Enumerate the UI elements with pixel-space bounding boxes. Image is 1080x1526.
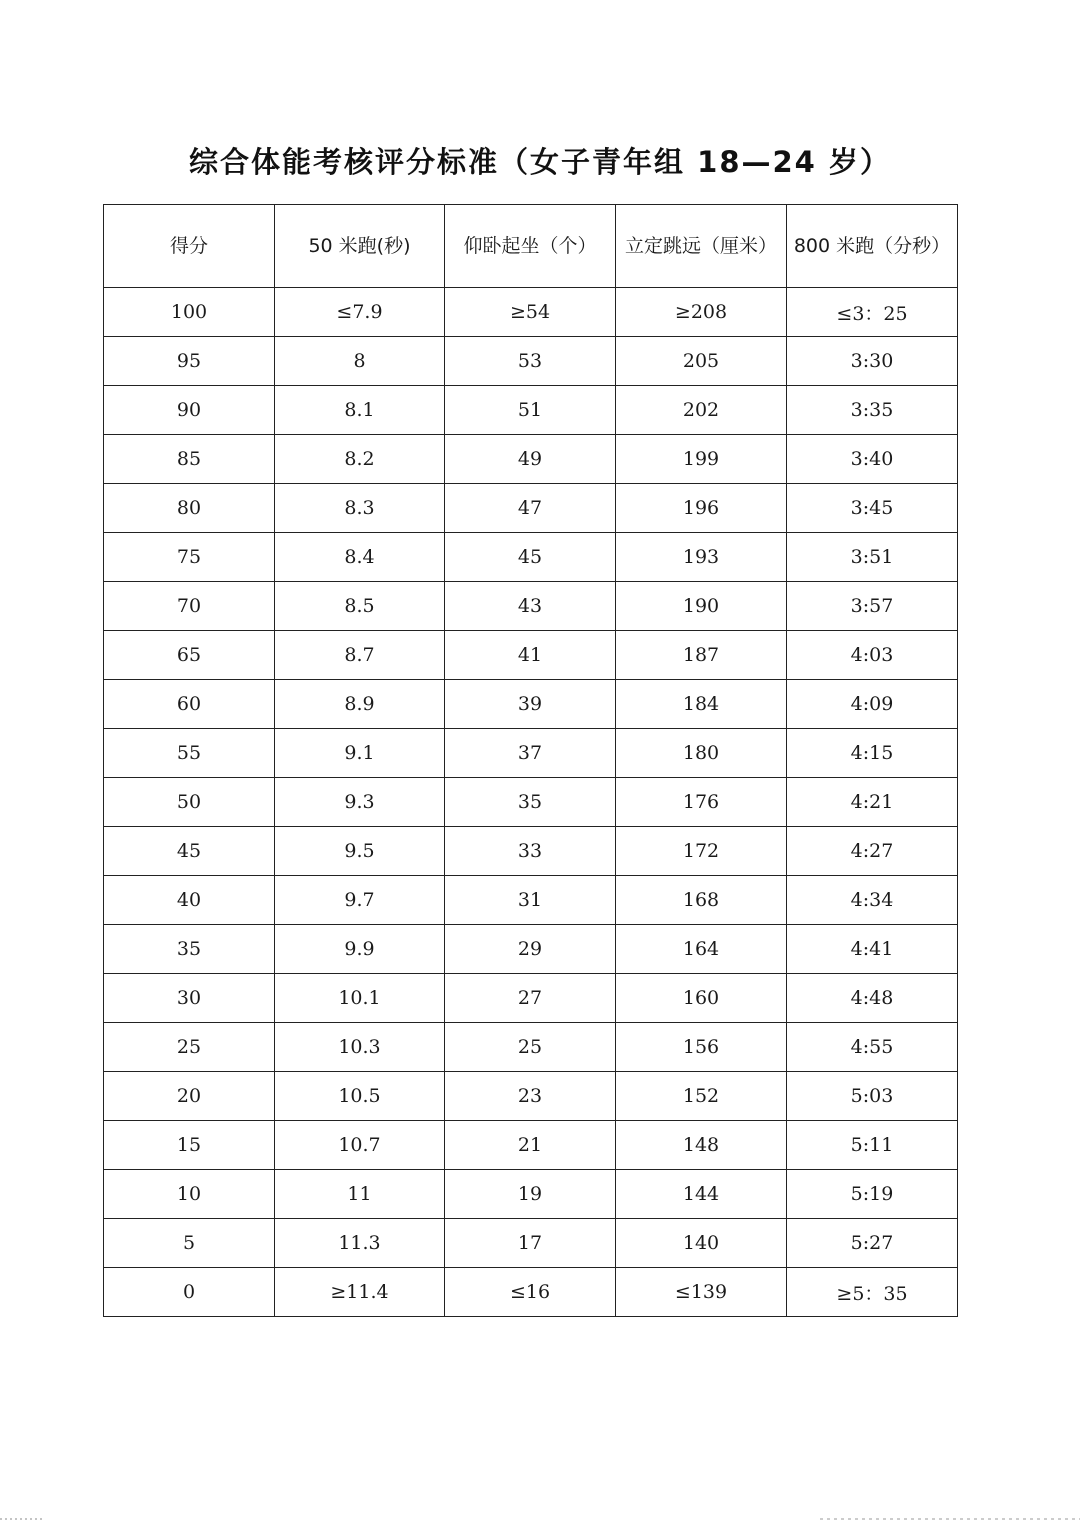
cell-800m-run: 4:48 (787, 974, 958, 1023)
cell-800m-run: 4:41 (787, 925, 958, 974)
cell-standing-long-jump: 196 (616, 484, 787, 533)
header-50m-run: 50 米跑(秒) (275, 205, 445, 288)
cell-standing-long-jump: ≤139 (616, 1268, 787, 1317)
cell-situps: 47 (445, 484, 616, 533)
cell-situps: 25 (445, 1023, 616, 1072)
cell-800m-run: 4:21 (787, 778, 958, 827)
cell-score: 60 (104, 680, 275, 729)
cell-score: 70 (104, 582, 275, 631)
cell-situps: ≥54 (445, 288, 616, 337)
cell-800m-run: 4:03 (787, 631, 958, 680)
cell-50m-run: 11 (275, 1170, 445, 1219)
cell-score: 90 (104, 386, 275, 435)
cell-score: 50 (104, 778, 275, 827)
cell-800m-run: 5:11 (787, 1121, 958, 1170)
cell-800m-run: 3:57 (787, 582, 958, 631)
cell-situps: 45 (445, 533, 616, 582)
cell-50m-run: 9.1 (275, 729, 445, 778)
cell-800m-run: 5:19 (787, 1170, 958, 1219)
cell-50m-run: ≥11.4 (275, 1268, 445, 1317)
cell-50m-run: ≤7.9 (275, 288, 445, 337)
table-header-row (104, 205, 958, 288)
cell-800m-run: 5:27 (787, 1219, 958, 1268)
cell-800m-run: 4:27 (787, 827, 958, 876)
cell-situps: 53 (445, 337, 616, 386)
cell-standing-long-jump: 152 (616, 1072, 787, 1121)
cell-50m-run: 10.3 (275, 1023, 445, 1072)
cell-50m-run: 10.5 (275, 1072, 445, 1121)
cell-situps: 17 (445, 1219, 616, 1268)
cell-score: 40 (104, 876, 275, 925)
cell-800m-run: ≤3：25 (787, 288, 958, 337)
cell-situps: 49 (445, 435, 616, 484)
cell-standing-long-jump: 160 (616, 974, 787, 1023)
cell-standing-long-jump: 164 (616, 925, 787, 974)
cell-situps: 31 (445, 876, 616, 925)
table-row (104, 1121, 958, 1170)
header-800m-run: 800 米跑（分秒） (787, 205, 958, 288)
cell-standing-long-jump: ≥208 (616, 288, 787, 337)
cell-50m-run: 8.1 (275, 386, 445, 435)
cell-standing-long-jump: 187 (616, 631, 787, 680)
cell-score: 25 (104, 1023, 275, 1072)
cell-situps: 41 (445, 631, 616, 680)
cell-800m-run: 3:51 (787, 533, 958, 582)
cell-800m-run: 3:45 (787, 484, 958, 533)
cell-50m-run: 8.3 (275, 484, 445, 533)
table-row (104, 1072, 958, 1121)
cell-situps: 27 (445, 974, 616, 1023)
header-standing-long-jump: 立定跳远（厘米） (616, 205, 787, 288)
cell-standing-long-jump: 176 (616, 778, 787, 827)
cell-50m-run: 11.3 (275, 1219, 445, 1268)
table-row (104, 533, 958, 582)
cell-score: 95 (104, 337, 275, 386)
cell-50m-run: 8.7 (275, 631, 445, 680)
cell-50m-run: 9.7 (275, 876, 445, 925)
cell-800m-run: 3:35 (787, 386, 958, 435)
table-row (104, 386, 958, 435)
cell-score: 75 (104, 533, 275, 582)
cell-score: 0 (104, 1268, 275, 1317)
cell-50m-run: 9.3 (275, 778, 445, 827)
cell-score: 10 (104, 1170, 275, 1219)
page-title: 综合体能考核评分标准（女子青年组 18—24 岁） (189, 145, 891, 179)
cell-standing-long-jump: 140 (616, 1219, 787, 1268)
cell-800m-run: 4:09 (787, 680, 958, 729)
cell-800m-run: 4:55 (787, 1023, 958, 1072)
cell-standing-long-jump: 168 (616, 876, 787, 925)
cell-800m-run: 3:30 (787, 337, 958, 386)
cell-score: 45 (104, 827, 275, 876)
cell-score: 55 (104, 729, 275, 778)
cell-800m-run: 5:03 (787, 1072, 958, 1121)
table-row (104, 631, 958, 680)
cell-800m-run: ≥5：35 (787, 1268, 958, 1317)
table-row (104, 1268, 958, 1317)
cell-situps: 19 (445, 1170, 616, 1219)
table-row (104, 1219, 958, 1268)
cell-situps: 37 (445, 729, 616, 778)
scoring-table (103, 204, 958, 1317)
cell-50m-run: 8.9 (275, 680, 445, 729)
table-row (104, 1170, 958, 1219)
cell-score: 85 (104, 435, 275, 484)
cell-standing-long-jump: 156 (616, 1023, 787, 1072)
cell-score: 80 (104, 484, 275, 533)
cell-score: 35 (104, 925, 275, 974)
cell-score: 5 (104, 1219, 275, 1268)
cell-situps: ≤16 (445, 1268, 616, 1317)
cell-800m-run: 4:15 (787, 729, 958, 778)
cell-standing-long-jump: 148 (616, 1121, 787, 1170)
table-row (104, 729, 958, 778)
cell-800m-run: 3:40 (787, 435, 958, 484)
cell-situps: 35 (445, 778, 616, 827)
cell-standing-long-jump: 190 (616, 582, 787, 631)
table-row (104, 337, 958, 386)
cell-standing-long-jump: 184 (616, 680, 787, 729)
cell-situps: 43 (445, 582, 616, 631)
cell-standing-long-jump: 205 (616, 337, 787, 386)
table-row (104, 1023, 958, 1072)
table-row (104, 827, 958, 876)
table-row (104, 582, 958, 631)
cell-50m-run: 10.7 (275, 1121, 445, 1170)
cell-score: 100 (104, 288, 275, 337)
cell-50m-run: 9.5 (275, 827, 445, 876)
cell-situps: 39 (445, 680, 616, 729)
cell-50m-run: 8.2 (275, 435, 445, 484)
cell-situps: 51 (445, 386, 616, 435)
cell-standing-long-jump: 202 (616, 386, 787, 435)
table-row (104, 435, 958, 484)
cell-score: 20 (104, 1072, 275, 1121)
cell-standing-long-jump: 180 (616, 729, 787, 778)
cell-score: 15 (104, 1121, 275, 1170)
table-row (104, 974, 958, 1023)
cell-score: 30 (104, 974, 275, 1023)
table-row (104, 288, 958, 337)
cell-50m-run: 8.5 (275, 582, 445, 631)
cell-50m-run: 8.4 (275, 533, 445, 582)
table-body (104, 288, 958, 1317)
cell-standing-long-jump: 199 (616, 435, 787, 484)
cell-50m-run: 10.1 (275, 974, 445, 1023)
cell-situps: 23 (445, 1072, 616, 1121)
scan-edge-noise (0, 1516, 1080, 1522)
cell-800m-run: 4:34 (787, 876, 958, 925)
header-score: 得分 (104, 205, 275, 288)
table-row (104, 876, 958, 925)
cell-standing-long-jump: 193 (616, 533, 787, 582)
cell-situps: 33 (445, 827, 616, 876)
header-situps: 仰卧起坐（个） (445, 205, 616, 288)
cell-score: 65 (104, 631, 275, 680)
cell-50m-run: 8 (275, 337, 445, 386)
table-row (104, 680, 958, 729)
cell-situps: 21 (445, 1121, 616, 1170)
table-row (104, 778, 958, 827)
cell-standing-long-jump: 172 (616, 827, 787, 876)
cell-standing-long-jump: 144 (616, 1170, 787, 1219)
table-row (104, 925, 958, 974)
cell-50m-run: 9.9 (275, 925, 445, 974)
cell-situps: 29 (445, 925, 616, 974)
table-row (104, 484, 958, 533)
